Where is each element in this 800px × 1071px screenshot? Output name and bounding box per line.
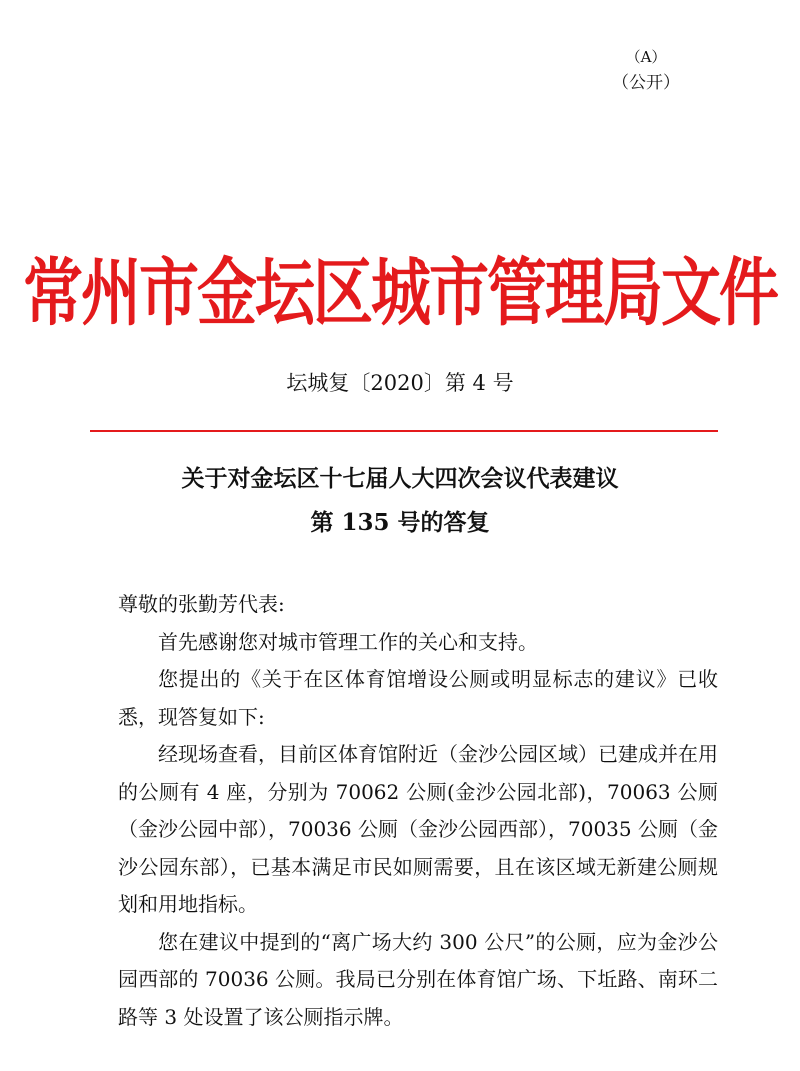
red-divider	[90, 430, 718, 432]
document-title	[0, 457, 800, 545]
body-paragraph: 您提出的《关于在区体育馆增设公厕或明显标志的建议》已收悉，现答复如下:	[118, 667, 718, 729]
body-paragraph: 经现场查看，目前区体育馆附近（金沙公园区域）已建成并在用的公厕有 4 座，分别为 70062 公厕(金沙公园北部)，70063 公厕（金沙公园中部），70036 公厕（金沙公园西部），70035 公厕（金沙公园东部），已基本满足市民如厕需要，且在该区域无新建公厕规划和用地指标。	[118, 742, 718, 916]
classification-status: （公开）	[612, 73, 680, 93]
body-paragraph: 首先感谢您对城市管理工作的关心和支持。	[158, 629, 538, 654]
document-title-line-1: 关于对金坛区十七届人大四次会议代表建议	[181, 465, 619, 492]
classification-level: （A）	[625, 48, 667, 66]
body-paragraph: 您在建议中提到的“离广场大约 300 公尺”的公厕，应为金沙公园西部的 70036 公厕。我局已分别在体育馆广场、下坵路、南环二路等 3 处设置了该公厕指示牌。	[118, 929, 718, 1029]
document-body	[118, 586, 718, 1036]
salutation: 尊敬的张勤芳代表:	[118, 592, 285, 616]
agency-title: 常州市金坛区城市管理局文件	[23, 250, 777, 337]
classification-mark	[612, 44, 680, 96]
document-title-line-2: 第 135 号的答复	[310, 509, 490, 536]
document-number: 坛城复〔2020〕第 4 号	[286, 371, 514, 395]
